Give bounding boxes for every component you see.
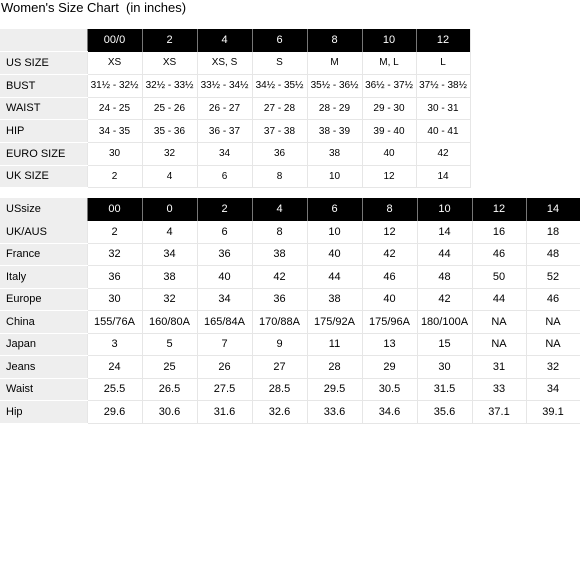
table-cell: L <box>416 52 470 75</box>
table-row <box>0 356 580 379</box>
table-cell: 40 <box>307 243 362 266</box>
table-cell: 14 <box>416 165 470 188</box>
row-label: Jeans <box>0 356 87 379</box>
row-label: BUST <box>0 74 87 97</box>
table-row <box>0 243 580 266</box>
table-cell: 34½ - 35½ <box>252 74 307 97</box>
table-cell: 35 - 36 <box>142 120 197 143</box>
table-cell: 12 <box>362 221 417 244</box>
table-cell: 36 <box>197 243 252 266</box>
table-cell: 42 <box>416 142 470 165</box>
table-cell: 39 - 40 <box>362 120 416 143</box>
table-cell: 40 <box>362 288 417 311</box>
table-row <box>0 401 580 424</box>
column-header: 6 <box>307 198 362 221</box>
table-cell: 32 <box>87 243 142 266</box>
table-cell: XS <box>142 52 197 75</box>
table-cell: M, L <box>362 52 416 75</box>
table-cell: 33.6 <box>307 401 362 424</box>
table-cell: 34 <box>142 243 197 266</box>
table-cell: 165/84A <box>197 311 252 334</box>
table-header-row <box>0 198 580 221</box>
table-cell: XS, S <box>197 52 252 75</box>
column-header: 8 <box>307 29 362 52</box>
column-header: 6 <box>252 29 307 52</box>
row-label: Japan <box>0 333 87 356</box>
table-row <box>0 142 470 165</box>
table-cell: 33½ - 34½ <box>197 74 252 97</box>
table-cell: 38 - 39 <box>307 120 362 143</box>
table-cell: 40 - 41 <box>416 120 470 143</box>
table-cell: NA <box>526 311 580 334</box>
table-cell: 36 <box>87 266 142 289</box>
column-header: 00/0 <box>87 29 142 52</box>
table-cell: 44 <box>417 243 472 266</box>
row-label: WAIST <box>0 97 87 120</box>
row-label: Italy <box>0 266 87 289</box>
table-row <box>0 97 470 120</box>
table-cell: 13 <box>362 333 417 356</box>
table-cell: 46 <box>472 243 526 266</box>
table-cell: 24 - 25 <box>87 97 142 120</box>
table-cell: 30 <box>417 356 472 379</box>
table-row <box>0 333 580 356</box>
table-cell: 42 <box>252 266 307 289</box>
table-row <box>0 120 470 143</box>
table-cell: 32 <box>526 356 580 379</box>
table-cell: 32 <box>142 142 197 165</box>
row-label: UK SIZE <box>0 165 87 188</box>
table-cell: 8 <box>252 221 307 244</box>
table-cell: 10 <box>307 165 362 188</box>
table-cell: 30 <box>87 142 142 165</box>
table-cell: 32½ - 33½ <box>142 74 197 97</box>
table-cell: 175/96A <box>362 311 417 334</box>
row-label: Europe <box>0 288 87 311</box>
table-cell: 6 <box>197 221 252 244</box>
table-cell: 25 - 26 <box>142 97 197 120</box>
table-cell: 38 <box>307 142 362 165</box>
header-corner <box>0 29 87 52</box>
table-cell: 27 <box>252 356 307 379</box>
page-title: Women's Size Chart (in inches) <box>1 0 187 15</box>
table-cell: 34 <box>197 142 252 165</box>
table-cell: 175/92A <box>307 311 362 334</box>
table-row <box>0 221 580 244</box>
table-cell: 170/88A <box>252 311 307 334</box>
table-row <box>0 311 580 334</box>
size-chart-table-1 <box>0 29 471 188</box>
table-cell: 25 <box>142 356 197 379</box>
table-cell: 160/80A <box>142 311 197 334</box>
table-cell: 36 <box>252 288 307 311</box>
column-header: 10 <box>362 29 416 52</box>
table-cell: 8 <box>252 165 307 188</box>
table-cell: 29 - 30 <box>362 97 416 120</box>
table-cell: 6 <box>197 165 252 188</box>
size-chart-table-2 <box>0 198 580 424</box>
table-cell: 27.5 <box>197 378 252 401</box>
table-cell: 25.5 <box>87 378 142 401</box>
table-cell: 32.6 <box>252 401 307 424</box>
table-cell: 30 - 31 <box>416 97 470 120</box>
table-row <box>0 165 470 188</box>
table-cell: 12 <box>362 165 416 188</box>
table-cell: 40 <box>197 266 252 289</box>
row-label: France <box>0 243 87 266</box>
table-cell: 38 <box>142 266 197 289</box>
table-cell: 48 <box>417 266 472 289</box>
table-cell: 42 <box>417 288 472 311</box>
row-label: US SIZE <box>0 52 87 75</box>
table-cell: 2 <box>87 165 142 188</box>
table-cell: 4 <box>142 221 197 244</box>
column-header: 4 <box>252 198 307 221</box>
column-header: 12 <box>416 29 470 52</box>
table-header-row <box>0 29 470 52</box>
table-cell: 36½ - 37½ <box>362 74 416 97</box>
table-cell: 18 <box>526 221 580 244</box>
table-cell: 38 <box>252 243 307 266</box>
table-cell: 46 <box>526 288 580 311</box>
table-cell: 180/100A <box>417 311 472 334</box>
table-cell: 14 <box>417 221 472 244</box>
table-cell: 30 <box>87 288 142 311</box>
table-cell: 29.5 <box>307 378 362 401</box>
table-cell: 27 - 28 <box>252 97 307 120</box>
table-cell: 37 - 38 <box>252 120 307 143</box>
table-cell: 31.5 <box>417 378 472 401</box>
column-header: 12 <box>472 198 526 221</box>
table-cell: 35.6 <box>417 401 472 424</box>
table-cell: 28 <box>307 356 362 379</box>
table-cell: 26 <box>197 356 252 379</box>
table-cell: 31 <box>472 356 526 379</box>
table-cell: 29 <box>362 356 417 379</box>
table-cell: 30.5 <box>362 378 417 401</box>
table-cell: 44 <box>307 266 362 289</box>
table-cell: 40 <box>362 142 416 165</box>
table-cell: 29.6 <box>87 401 142 424</box>
table-cell: 35½ - 36½ <box>307 74 362 97</box>
table-cell: 44 <box>472 288 526 311</box>
table-cell: 28.5 <box>252 378 307 401</box>
column-header: 10 <box>417 198 472 221</box>
column-header: 14 <box>526 198 580 221</box>
table-cell: 37.1 <box>472 401 526 424</box>
table-row <box>0 74 470 97</box>
table-cell: 37½ - 38½ <box>416 74 470 97</box>
table-cell: 26 - 27 <box>197 97 252 120</box>
table-cell: S <box>252 52 307 75</box>
table-cell: 38 <box>307 288 362 311</box>
table-cell: 4 <box>142 165 197 188</box>
table-cell: 34 <box>526 378 580 401</box>
table-cell: 31½ - 32½ <box>87 74 142 97</box>
table-cell: 36 - 37 <box>197 120 252 143</box>
column-header: 00 <box>87 198 142 221</box>
row-label: Waist <box>0 378 87 401</box>
column-header: 2 <box>197 198 252 221</box>
table-cell: 50 <box>472 266 526 289</box>
table-cell: 9 <box>252 333 307 356</box>
table-cell: 7 <box>197 333 252 356</box>
row-label: China <box>0 311 87 334</box>
row-label: Hip <box>0 401 87 424</box>
table-cell: NA <box>472 311 526 334</box>
table-cell: XS <box>87 52 142 75</box>
table-cell: 39.1 <box>526 401 580 424</box>
table-cell: 34.6 <box>362 401 417 424</box>
column-header: 0 <box>142 198 197 221</box>
column-header: 4 <box>197 29 252 52</box>
table-cell: 28 - 29 <box>307 97 362 120</box>
table-cell: NA <box>472 333 526 356</box>
table-cell: 10 <box>307 221 362 244</box>
table-row <box>0 378 580 401</box>
row-label: EURO SIZE <box>0 142 87 165</box>
table-cell: 32 <box>142 288 197 311</box>
table-cell: 33 <box>472 378 526 401</box>
table-cell: 42 <box>362 243 417 266</box>
table-cell: 46 <box>362 266 417 289</box>
table-cell: 5 <box>142 333 197 356</box>
table-cell: 3 <box>87 333 142 356</box>
table-row <box>0 52 470 75</box>
table-cell: 30.6 <box>142 401 197 424</box>
table-cell: 11 <box>307 333 362 356</box>
table-row <box>0 288 580 311</box>
table-cell: 48 <box>526 243 580 266</box>
table-cell: 15 <box>417 333 472 356</box>
table-cell: M <box>307 52 362 75</box>
row-label: HIP <box>0 120 87 143</box>
row-label: UK/AUS <box>0 221 87 244</box>
table-cell: 2 <box>87 221 142 244</box>
column-header: 2 <box>142 29 197 52</box>
table-cell: 52 <box>526 266 580 289</box>
table-cell: 34 <box>197 288 252 311</box>
table-cell: NA <box>526 333 580 356</box>
table-cell: 16 <box>472 221 526 244</box>
column-header: 8 <box>362 198 417 221</box>
table-cell: 31.6 <box>197 401 252 424</box>
table-cell: 34 - 35 <box>87 120 142 143</box>
table-cell: 24 <box>87 356 142 379</box>
table-cell: 36 <box>252 142 307 165</box>
table-cell: 155/76A <box>87 311 142 334</box>
table-cell: 26.5 <box>142 378 197 401</box>
row-header-label: USsize <box>0 198 87 221</box>
table-row <box>0 266 580 289</box>
